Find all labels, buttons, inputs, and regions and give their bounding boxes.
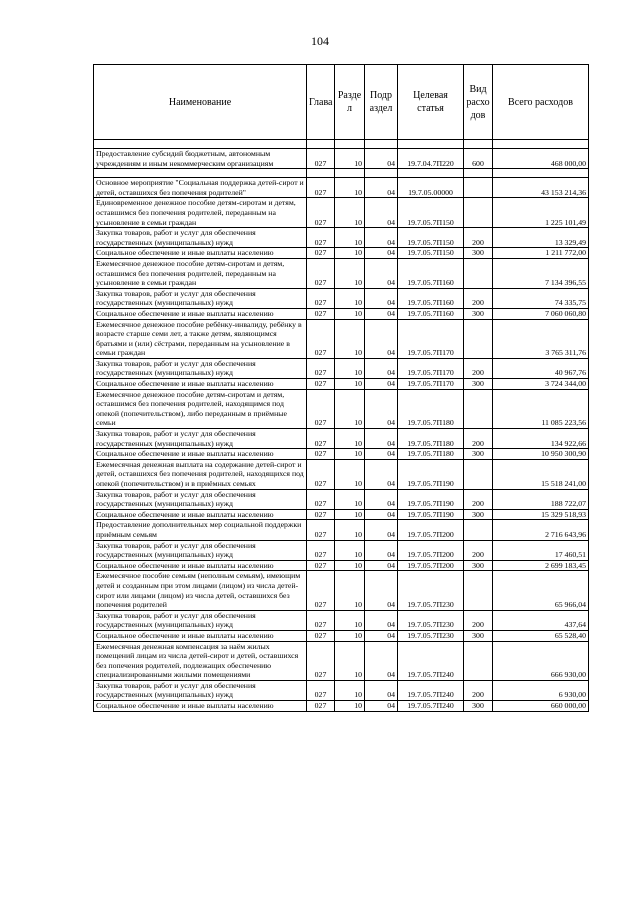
cell-vid: 200 <box>464 358 493 378</box>
cell-statya: 19.7.04.7П220 <box>398 149 464 169</box>
cell-name: Закупка товаров, работ и услуг для обеспечения государственных (муниципальных) нужд <box>94 540 307 560</box>
cell-name: Закупка товаров, работ и услуг для обеспечения государственных (муниципальных) нужд <box>94 680 307 700</box>
table-row <box>94 630 589 641</box>
cell-statya: 19.7.05.7П180 <box>398 389 464 428</box>
cell-podrazdel: 04 <box>365 520 398 540</box>
spacer-row <box>94 140 589 149</box>
cell-glava: 027 <box>307 358 335 378</box>
cell-razdel: 10 <box>335 319 365 358</box>
cell-statya: 19.7.05.7П150 <box>398 228 464 248</box>
table-row <box>94 680 589 700</box>
cell-statya: 19.7.05.7П150 <box>398 198 464 228</box>
cell-total: 2 699 183,45 <box>493 560 589 571</box>
spacer-cell <box>94 140 307 149</box>
cell-glava: 027 <box>307 258 335 288</box>
table-row <box>94 319 589 358</box>
cell-statya: 19.7.05.7П160 <box>398 258 464 288</box>
cell-vid: 300 <box>464 701 493 712</box>
cell-total: 134 922,66 <box>493 429 589 449</box>
header-vid-label: Вид расхо дов <box>466 83 490 121</box>
cell-glava: 027 <box>307 571 335 610</box>
spacer-cell <box>307 140 335 149</box>
cell-name: Закупка товаров, работ и услуг для обеспечения государственных (муниципальных) нужд <box>94 429 307 449</box>
cell-vid: 200 <box>464 228 493 248</box>
cell-razdel: 10 <box>335 449 365 460</box>
cell-statya: 19.7.05.7П160 <box>398 308 464 319</box>
header-podrazdel <box>365 65 398 140</box>
cell-statya: 19.7.05.7П190 <box>398 509 464 520</box>
table-row <box>94 258 589 288</box>
cell-total: 17 460,51 <box>493 540 589 560</box>
cell-razdel: 10 <box>335 610 365 630</box>
cell-glava: 027 <box>307 610 335 630</box>
spacer-cell <box>365 169 398 178</box>
cell-total: 10 950 300,90 <box>493 449 589 460</box>
cell-razdel: 10 <box>335 429 365 449</box>
cell-razdel: 10 <box>335 248 365 259</box>
cell-glava: 027 <box>307 319 335 358</box>
cell-statya: 19.7.05.7П240 <box>398 641 464 680</box>
cell-statya: 19.7.05.7П170 <box>398 358 464 378</box>
cell-podrazdel: 04 <box>365 288 398 308</box>
spacer-cell <box>335 169 365 178</box>
cell-glava: 027 <box>307 449 335 460</box>
cell-razdel: 10 <box>335 228 365 248</box>
cell-name: Закупка товаров, работ и услуг для обеспечения государственных (муниципальных) нужд <box>94 228 307 248</box>
table-row <box>94 560 589 571</box>
cell-statya: 19.7.05.7П200 <box>398 560 464 571</box>
cell-vid: 200 <box>464 288 493 308</box>
cell-statya: 19.7.05.7П180 <box>398 429 464 449</box>
cell-podrazdel: 04 <box>365 680 398 700</box>
cell-total: 666 930,00 <box>493 641 589 680</box>
cell-total: 188 722,07 <box>493 489 589 509</box>
cell-statya: 19.7.05.00000 <box>398 178 464 198</box>
cell-podrazdel: 04 <box>365 701 398 712</box>
cell-statya: 19.7.05.7П200 <box>398 520 464 540</box>
cell-name: Ежемесячное денежное пособие детям-сиротам и детям, оставшимся без попечения родителей, переданным на усыновление в семьи граждан <box>94 258 307 288</box>
table-row <box>94 701 589 712</box>
cell-total: 1 225 101,49 <box>493 198 589 228</box>
cell-podrazdel: 04 <box>365 560 398 571</box>
spacer-cell <box>464 140 493 149</box>
cell-glava: 027 <box>307 288 335 308</box>
cell-total: 2 716 643,96 <box>493 520 589 540</box>
cell-razdel: 10 <box>335 540 365 560</box>
cell-name: Социальное обеспечение и иные выплаты населению <box>94 379 307 390</box>
cell-razdel: 10 <box>335 459 365 489</box>
cell-podrazdel: 04 <box>365 429 398 449</box>
cell-vid <box>464 198 493 228</box>
table-row <box>94 379 589 390</box>
header-total: Всего расходов <box>493 65 589 140</box>
cell-vid <box>464 459 493 489</box>
table-row <box>94 248 589 259</box>
cell-razdel: 10 <box>335 389 365 428</box>
cell-glava: 027 <box>307 459 335 489</box>
cell-vid <box>464 178 493 198</box>
header-statya: Целевая статья <box>398 65 464 140</box>
cell-podrazdel: 04 <box>365 641 398 680</box>
table-row <box>94 540 589 560</box>
cell-vid <box>464 389 493 428</box>
cell-glava: 027 <box>307 389 335 428</box>
cell-podrazdel: 04 <box>365 379 398 390</box>
table-row <box>94 641 589 680</box>
cell-podrazdel: 04 <box>365 358 398 378</box>
cell-total: 43 153 214,36 <box>493 178 589 198</box>
cell-podrazdel: 04 <box>365 149 398 169</box>
cell-podrazdel: 04 <box>365 459 398 489</box>
cell-total: 11 085 223,56 <box>493 389 589 428</box>
cell-name: Социальное обеспечение и иные выплаты населению <box>94 560 307 571</box>
cell-glava: 027 <box>307 149 335 169</box>
cell-glava: 027 <box>307 641 335 680</box>
header-razdel-label: Разде л <box>337 90 362 114</box>
table-header-row <box>94 65 589 140</box>
cell-name: Ежемесячная денежная выплата на содержание детей-сирот и детей, оставшихся без попечения родителей, находящихся под опекой (попечительством) и в приёмных семьях <box>94 459 307 489</box>
table-row <box>94 308 589 319</box>
cell-total: 7 060 060,80 <box>493 308 589 319</box>
cell-name: Социальное обеспечение и иные выплаты населению <box>94 701 307 712</box>
spacer-cell <box>335 140 365 149</box>
table-row <box>94 520 589 540</box>
cell-total: 40 967,76 <box>493 358 589 378</box>
cell-razdel: 10 <box>335 198 365 228</box>
cell-razdel: 10 <box>335 149 365 169</box>
cell-glava: 027 <box>307 520 335 540</box>
cell-total: 65 528,40 <box>493 630 589 641</box>
cell-name: Социальное обеспечение и иные выплаты населению <box>94 449 307 460</box>
cell-statya: 19.7.05.7П230 <box>398 610 464 630</box>
table-row <box>94 389 589 428</box>
cell-total: 74 335,75 <box>493 288 589 308</box>
spacer-cell <box>493 169 589 178</box>
table-row <box>94 610 589 630</box>
table-row <box>94 449 589 460</box>
table-row <box>94 459 589 489</box>
cell-statya: 19.7.05.7П150 <box>398 248 464 259</box>
table-row <box>94 509 589 520</box>
table-row <box>94 198 589 228</box>
cell-name: Закупка товаров, работ и услуг для обеспечения государственных (муниципальных) нужд <box>94 358 307 378</box>
cell-total: 3 724 344,00 <box>493 379 589 390</box>
cell-razdel: 10 <box>335 178 365 198</box>
header-glava: Глава <box>307 65 335 140</box>
cell-name: Ежемесячное пособие семьям (неполным семьям), имеющим детей и созданным при этом лицами (лицом) из числа детей-сирот или лицами (лицом) из числа детей, оставшихся без попечения родителей <box>94 571 307 610</box>
cell-statya: 19.7.05.7П240 <box>398 680 464 700</box>
cell-glava: 027 <box>307 228 335 248</box>
cell-vid <box>464 520 493 540</box>
cell-vid: 200 <box>464 489 493 509</box>
cell-glava: 027 <box>307 509 335 520</box>
table-row <box>94 178 589 198</box>
cell-name: Закупка товаров, работ и услуг для обеспечения государственных (муниципальных) нужд <box>94 288 307 308</box>
cell-vid: 300 <box>464 308 493 319</box>
cell-name: Ежемесячная денежная компенсация за наём жилых помещений лицам из числа детей-сирот и детей, оставшихся без попечения родителей, подлежащих обеспечению специализированными жилыми помещениями <box>94 641 307 680</box>
cell-name: Основное мероприятие "Социальная поддержка детей-сирот и детей, оставшихся без попечения родителей" <box>94 178 307 198</box>
cell-podrazdel: 04 <box>365 571 398 610</box>
cell-glava: 027 <box>307 429 335 449</box>
cell-podrazdel: 04 <box>365 228 398 248</box>
cell-razdel: 10 <box>335 379 365 390</box>
cell-statya: 19.7.05.7П240 <box>398 701 464 712</box>
cell-name: Предоставление субсидий бюджетным, автономным учреждениям и иным некоммерческим организациям <box>94 149 307 169</box>
cell-statya: 19.7.05.7П230 <box>398 571 464 610</box>
page-number: 104 <box>311 34 329 48</box>
cell-razdel: 10 <box>335 571 365 610</box>
cell-glava: 027 <box>307 680 335 700</box>
cell-podrazdel: 04 <box>365 509 398 520</box>
header-razdel <box>335 65 365 140</box>
cell-total: 3 765 311,76 <box>493 319 589 358</box>
cell-vid: 200 <box>464 680 493 700</box>
cell-vid: 300 <box>464 449 493 460</box>
cell-name: Социальное обеспечение и иные выплаты населению <box>94 509 307 520</box>
cell-glava: 027 <box>307 540 335 560</box>
spacer-row <box>94 169 589 178</box>
cell-total: 13 329,49 <box>493 228 589 248</box>
cell-total: 1 211 772,00 <box>493 248 589 259</box>
spacer-cell <box>365 140 398 149</box>
cell-total: 6 930,00 <box>493 680 589 700</box>
cell-vid <box>464 641 493 680</box>
cell-podrazdel: 04 <box>365 630 398 641</box>
table-row <box>94 429 589 449</box>
cell-name: Социальное обеспечение и иные выплаты населению <box>94 630 307 641</box>
cell-razdel: 10 <box>335 288 365 308</box>
cell-vid: 200 <box>464 540 493 560</box>
cell-vid: 200 <box>464 610 493 630</box>
cell-razdel: 10 <box>335 630 365 641</box>
cell-statya: 19.7.05.7П190 <box>398 489 464 509</box>
cell-vid <box>464 571 493 610</box>
budget-table <box>93 64 589 712</box>
cell-total: 7 134 396,55 <box>493 258 589 288</box>
cell-name: Единовременное денежное пособие детям-сиротам и детям, оставшимся без попечения родителей, переданным на усыновление в семьи граждан <box>94 198 307 228</box>
table-row <box>94 149 589 169</box>
cell-total: 65 966,04 <box>493 571 589 610</box>
table-row <box>94 228 589 248</box>
cell-statya: 19.7.05.7П180 <box>398 449 464 460</box>
cell-podrazdel: 04 <box>365 319 398 358</box>
cell-podrazdel: 04 <box>365 489 398 509</box>
cell-statya: 19.7.05.7П200 <box>398 540 464 560</box>
cell-name: Социальное обеспечение и иные выплаты населению <box>94 308 307 319</box>
header-podrazdel-label: Подр аздел <box>369 90 393 114</box>
cell-razdel: 10 <box>335 641 365 680</box>
cell-vid: 200 <box>464 429 493 449</box>
cell-podrazdel: 04 <box>365 449 398 460</box>
cell-name: Закупка товаров, работ и услуг для обеспечения государственных (муниципальных) нужд <box>94 489 307 509</box>
cell-statya: 19.7.05.7П190 <box>398 459 464 489</box>
cell-glava: 027 <box>307 489 335 509</box>
cell-vid <box>464 258 493 288</box>
cell-razdel: 10 <box>335 358 365 378</box>
cell-podrazdel: 04 <box>365 178 398 198</box>
spacer-cell <box>398 140 464 149</box>
cell-name: Социальное обеспечение и иные выплаты населению <box>94 248 307 259</box>
table-row <box>94 571 589 610</box>
header-name: Наименование <box>94 65 307 140</box>
cell-statya: 19.7.05.7П170 <box>398 319 464 358</box>
cell-podrazdel: 04 <box>365 198 398 228</box>
cell-glava: 027 <box>307 308 335 319</box>
table-row <box>94 288 589 308</box>
cell-razdel: 10 <box>335 520 365 540</box>
cell-total: 15 518 241,00 <box>493 459 589 489</box>
cell-glava: 027 <box>307 248 335 259</box>
cell-glava: 027 <box>307 198 335 228</box>
cell-razdel: 10 <box>335 701 365 712</box>
cell-vid: 300 <box>464 379 493 390</box>
cell-statya: 19.7.05.7П230 <box>398 630 464 641</box>
cell-glava: 027 <box>307 630 335 641</box>
table-row <box>94 358 589 378</box>
cell-podrazdel: 04 <box>365 308 398 319</box>
cell-razdel: 10 <box>335 308 365 319</box>
cell-podrazdel: 04 <box>365 389 398 428</box>
cell-glava: 027 <box>307 379 335 390</box>
cell-name: Ежемесячное денежное пособие детям-сиротам и детям, оставшимся без попечения родителей, находящимся под опекой (попечительством), либо переданным в приёмные семьи <box>94 389 307 428</box>
cell-glava: 027 <box>307 560 335 571</box>
cell-statya: 19.7.05.7П170 <box>398 379 464 390</box>
cell-podrazdel: 04 <box>365 258 398 288</box>
table-body <box>94 140 589 712</box>
cell-name: Закупка товаров, работ и услуг для обеспечения государственных (муниципальных) нужд <box>94 610 307 630</box>
cell-vid <box>464 319 493 358</box>
cell-glava: 027 <box>307 178 335 198</box>
cell-total: 15 329 518,93 <box>493 509 589 520</box>
cell-statya: 19.7.05.7П160 <box>398 288 464 308</box>
cell-razdel: 10 <box>335 509 365 520</box>
cell-vid: 300 <box>464 560 493 571</box>
spacer-cell <box>307 169 335 178</box>
spacer-cell <box>493 140 589 149</box>
cell-total: 468 000,00 <box>493 149 589 169</box>
cell-vid: 300 <box>464 248 493 259</box>
cell-razdel: 10 <box>335 258 365 288</box>
cell-vid: 600 <box>464 149 493 169</box>
spacer-cell <box>398 169 464 178</box>
cell-vid: 300 <box>464 630 493 641</box>
cell-razdel: 10 <box>335 560 365 571</box>
cell-total: 437,64 <box>493 610 589 630</box>
cell-glava: 027 <box>307 701 335 712</box>
cell-total: 660 000,00 <box>493 701 589 712</box>
cell-razdel: 10 <box>335 680 365 700</box>
header-vid <box>464 65 493 140</box>
cell-name: Предоставление дополнительных мер социальной поддержки приёмным семьям <box>94 520 307 540</box>
spacer-cell <box>464 169 493 178</box>
spacer-cell <box>94 169 307 178</box>
cell-podrazdel: 04 <box>365 610 398 630</box>
cell-name: Ежемесячное денежное пособие ребёнку-инвалиду, ребёнку в возрасте старше семи лет, а также детям, являющимся братьями и (или) сёстрами, переданным на усыновление в семьи граждан <box>94 319 307 358</box>
cell-podrazdel: 04 <box>365 540 398 560</box>
cell-razdel: 10 <box>335 489 365 509</box>
table-row <box>94 489 589 509</box>
cell-podrazdel: 04 <box>365 248 398 259</box>
cell-vid: 300 <box>464 509 493 520</box>
